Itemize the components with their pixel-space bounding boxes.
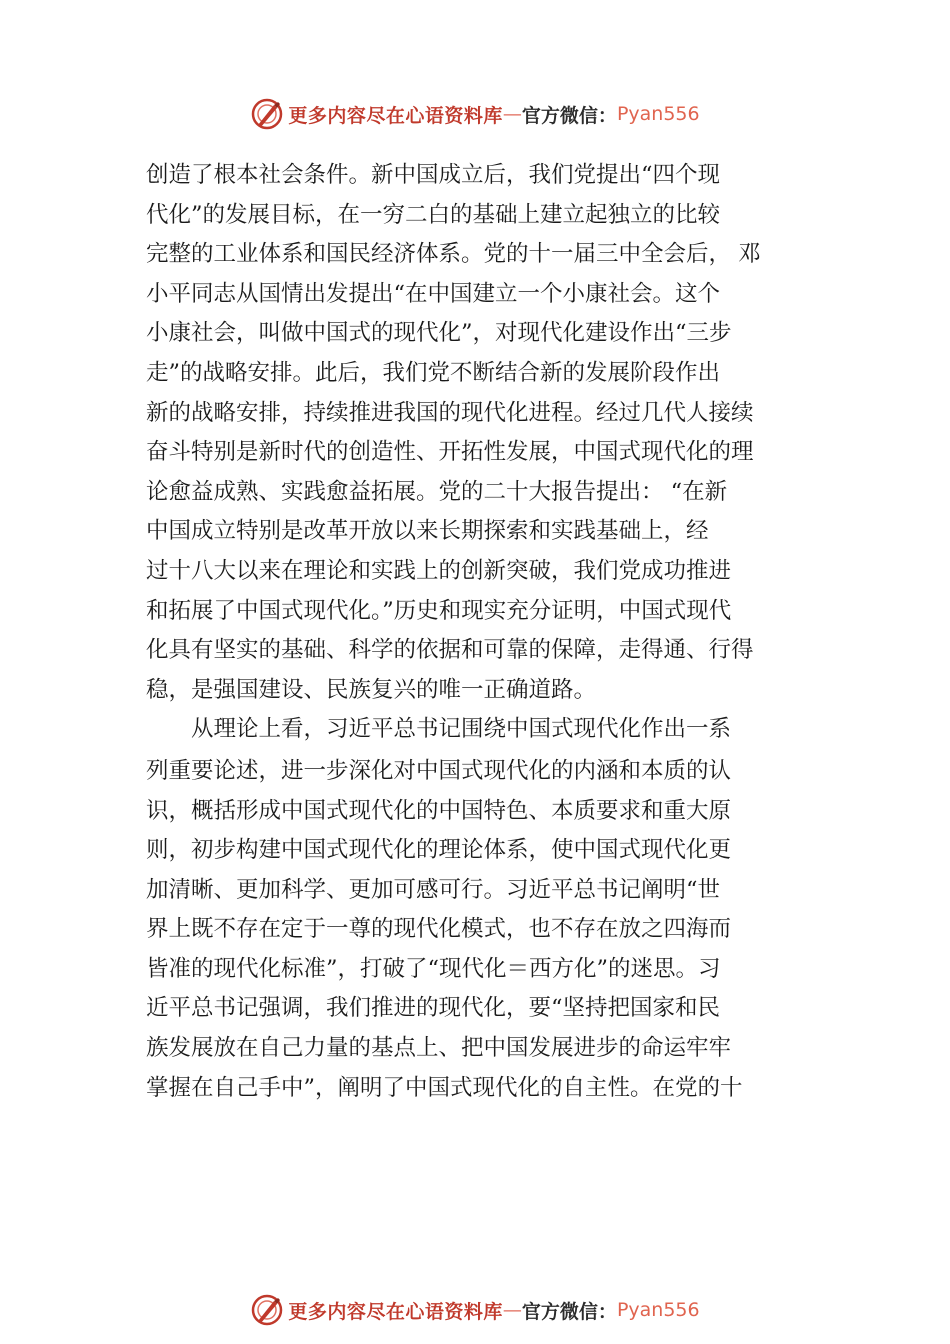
header-brand-text: 更多内容尽在心语资料库 <box>288 104 503 127</box>
footer-brand-text: 更多内容尽在心语资料库 <box>288 1300 503 1323</box>
text-line: 代化”的发展目标，在一穷二白的基础上建立起独立的比较 <box>146 201 721 228</box>
text-line: 族发展放在自己力量的基点上、把中国发展进步的命运牢牢 <box>146 1035 732 1062</box>
quill-logo-icon <box>250 97 284 131</box>
text-line: 创造了根本社会条件。新中国成立后，我们党提出“四个现 <box>146 162 721 188</box>
header-banner <box>0 96 950 132</box>
text-line: 稳，是强国建设、民族复兴的唯一正确道路。 <box>146 676 597 703</box>
text-line: 完整的工业体系和国民经济体系。党的十一届三中全会后， 邓 <box>146 241 761 268</box>
text-line: 界上既不存在定于一尊的现代化模式，也不存在放之四海而 <box>146 916 732 943</box>
header-wechat-label: 官方微信： <box>521 104 617 127</box>
text-line: 掌握在自己手中”，阐明了中国式现代化的自主性。在党的十 <box>146 1074 743 1101</box>
text-line: 奋斗特别是新时代的创造性、开拓性发展，中国式现代化的理 <box>146 439 754 466</box>
text-line: 小平同志从国情出发提出“在中国建立一个小康社会。这个 <box>146 280 721 307</box>
text-line: 则，初步构建中国式现代化的理论体系，使中国式现代化更 <box>146 837 732 864</box>
text-line: 化具有坚实的基础、科学的依据和可靠的保障，走得通、行得 <box>146 637 754 664</box>
text-line: 论愈益成熟、实践愈益拓展。党的二十大报告提出： “在新 <box>146 478 728 505</box>
footer-dash: — <box>502 1299 522 1321</box>
text-line: 加清晰、更加科学、更加可感可行。习近平总书记阐明“世 <box>146 876 721 903</box>
text-line: 列重要论述，进一步深化对中国式现代化的内涵和本质的认 <box>146 757 732 784</box>
footer-wechat-label: 官方微信： <box>521 1300 617 1323</box>
header-dash: — <box>502 103 522 125</box>
text-line: 走”的战略安排。此后，我们党不断结合新的发展阶段作出 <box>146 359 721 386</box>
document-body <box>146 156 818 1108</box>
quill-logo-icon <box>250 1293 284 1327</box>
text-line: 近平总书记强调，我们推进的现代化，要“坚持把国家和民 <box>146 995 721 1022</box>
text-line: 中国成立特别是改革开放以来长期探索和实践基础上，经 <box>146 518 709 545</box>
footer-banner <box>0 1292 950 1328</box>
text-line: 从理论上看，习近平总书记围绕中国式现代化作出一系 <box>146 716 732 743</box>
text-line: 过十八大以来在理论和实践上的创新突破，我们党成功推进 <box>146 557 732 584</box>
text-line: 识，概括形成中国式现代化的中国特色、本质要求和重大原 <box>146 797 732 824</box>
text-line: 小康社会，叫做中国式的现代化”，对现代化建设作出“三步 <box>146 320 732 347</box>
text-line: 皆准的现代化标准”，打破了“现代化＝西方化”的迷思。习 <box>146 955 721 982</box>
header-wechat-id: Pyan556 <box>616 103 700 125</box>
text-line: 新的战略安排，持续推进我国的现代化进程。经过几代人接续 <box>146 399 754 426</box>
footer-wechat-id: Pyan556 <box>616 1299 700 1321</box>
text-line: 和拓展了中国式现代化。”历史和现实充分证明，中国式现代 <box>146 597 732 624</box>
